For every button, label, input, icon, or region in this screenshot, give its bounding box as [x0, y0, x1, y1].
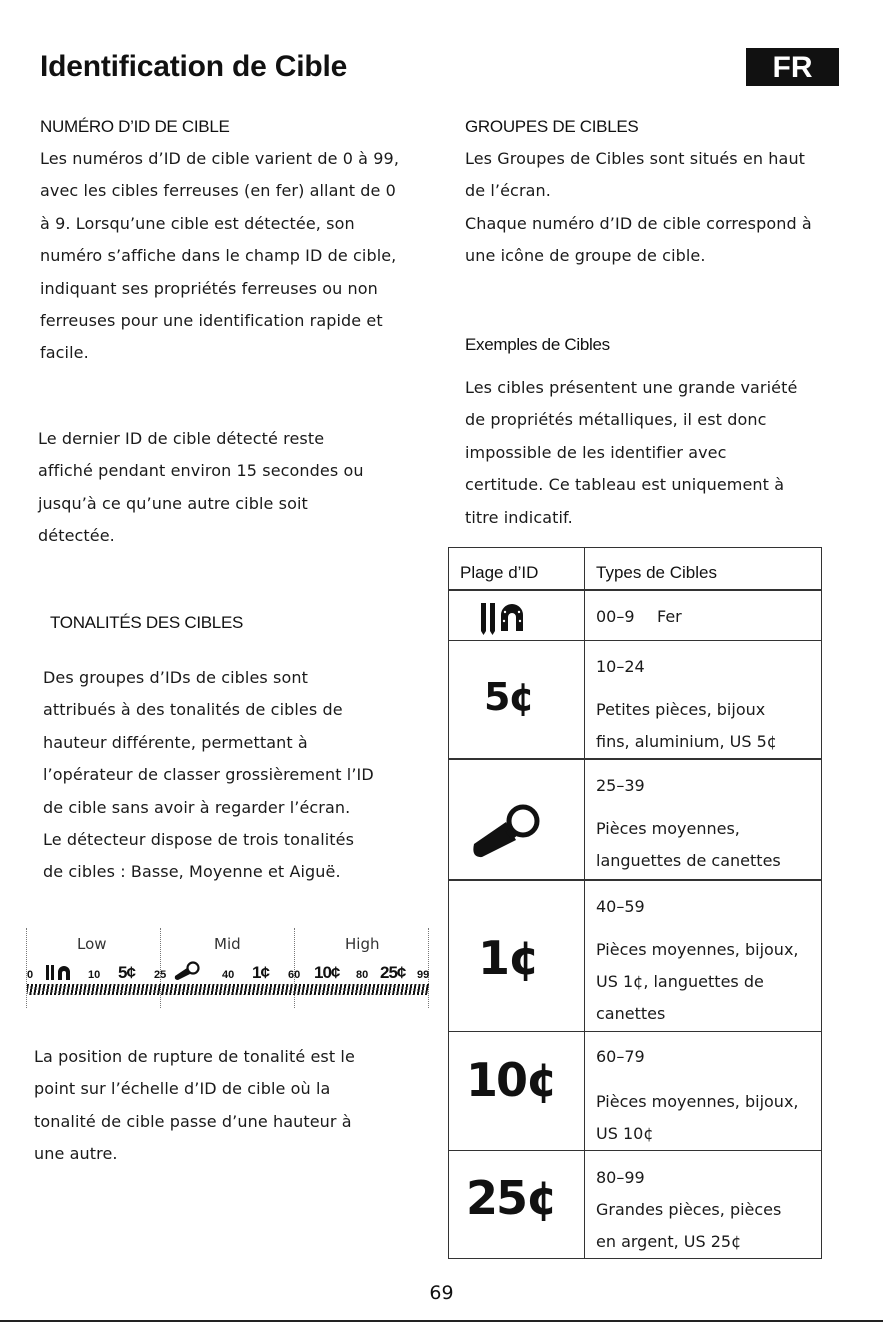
- table-row-divider: [448, 758, 822, 760]
- row-types: Fer: [657, 607, 682, 626]
- target-examples-heading: Exemples de Cibles: [465, 335, 610, 354]
- target-tones-heading: TONALITÉS DES CIBLES: [50, 613, 244, 632]
- table-row-divider: [448, 640, 822, 641]
- coin-1c: 1¢: [478, 931, 539, 985]
- row-range: 00–9: [596, 607, 635, 626]
- scale-coin-1c: 1¢: [252, 963, 269, 982]
- table-row-divider: [448, 879, 822, 881]
- iron-icon: [45, 964, 75, 981]
- scale-label-low: Low: [77, 935, 107, 953]
- scale-divider: [160, 928, 161, 1008]
- row-range: 40–59: [596, 897, 645, 916]
- target-id-number-heading: NUMÉRO D’ID DE CIBLE: [40, 117, 230, 136]
- scale-number: 40: [222, 969, 235, 981]
- row-types: Pièces moyennes, languettes de canettes: [596, 819, 781, 870]
- row-types: Pièces moyennes, bijoux, US 1¢, languettes de canettes: [596, 940, 799, 1023]
- scale-number: 0: [27, 969, 34, 981]
- coin-10c: 10¢: [466, 1053, 557, 1107]
- table-header-divider: [448, 589, 822, 591]
- scale-coin-5c: 5¢: [118, 963, 135, 982]
- scale-number: 99: [417, 969, 430, 981]
- scale-divider: [428, 928, 429, 1008]
- tone-scale: [26, 928, 430, 1008]
- target-examples-table: [448, 547, 822, 1259]
- target-tones-text: Des groupes d’IDs de cibles sont attribués à des tonalités de cibles de hauteur différente, permettant à l’opérateur de classer grossièrement l’ID de cible sans avoir à regarder l’écran. Le détecteur dispose de trois tonalités de cibles : Basse, Moyenne et Aiguë.: [43, 668, 374, 882]
- page-number: 69: [429, 1282, 454, 1304]
- row-range: 60–79: [596, 1047, 645, 1066]
- scale-divider: [294, 928, 295, 1008]
- pull-tab-icon: [173, 960, 203, 982]
- scale-label-high: High: [345, 935, 380, 953]
- row-range: 10–24: [596, 657, 645, 676]
- tone-break-text: La position de rupture de tonalité est le point sur l’échelle d’ID de cible où la tonalité de cible passe d’une hauteur à une autre.: [34, 1047, 355, 1164]
- footer-divider: [0, 1320, 883, 1322]
- row-range: 25–39: [596, 776, 645, 795]
- row-types: Grandes pièces, pièces en argent, US 25¢: [596, 1200, 782, 1251]
- coin-5c: 5¢: [484, 675, 533, 719]
- coin-25c: 25¢: [466, 1171, 557, 1225]
- row-types: Petites pièces, bijoux fins, aluminium, US 5¢: [596, 700, 777, 751]
- table-header-id-range: Plage d’ID: [460, 563, 539, 582]
- scale-coin-25c: 25¢: [380, 963, 406, 982]
- iron-icon: [480, 601, 536, 635]
- pull-tab-icon: [470, 800, 546, 860]
- scale-coin-10c: 10¢: [314, 963, 340, 982]
- scale-divider: [26, 928, 27, 1008]
- scale-number: 60: [288, 969, 301, 981]
- target-groups-text: Les Groupes de Cibles sont situés en haut de l’écran. Chaque numéro d’ID de cible correspond à une icône de groupe de cible.: [465, 149, 812, 266]
- last-id-text: Le dernier ID de cible détecté reste affiché pendant environ 15 secondes ou jusqu’à ce qu’une autre cible soit détectée.: [38, 429, 364, 546]
- table-header-target-types: Types de Cibles: [596, 563, 717, 582]
- page-title: Identification de Cible: [40, 50, 348, 83]
- row-range: 80–99: [596, 1168, 645, 1187]
- target-id-number-text: Les numéros d’ID de cible varient de 0 à 99, avec les cibles ferreuses (en fer) allant de 0 à 9. Lorsqu’une cible est détectée, son numéro s’affiche dans le champ ID de cible, indiquant ses propriétés ferreuses ou non ferreuses pour une identification rapide et facile.: [40, 149, 400, 363]
- target-examples-text: Les cibles présentent une grande variété de propriétés métalliques, il est donc impossible de les identifier avec certitude. Ce tableau est uniquement à titre indicatif.: [465, 378, 798, 527]
- row-types: Pièces moyennes, bijoux, US 10¢: [596, 1092, 799, 1143]
- scale-number: 10: [88, 969, 101, 981]
- scale-label-mid: Mid: [214, 935, 241, 953]
- table-row-divider: [448, 1031, 822, 1032]
- target-groups-heading: GROUPES DE CIBLES: [465, 117, 639, 136]
- scale-number: 80: [356, 969, 369, 981]
- table-column-divider: [584, 547, 585, 1259]
- table-row-divider: [448, 1150, 822, 1151]
- scale-number: 25: [154, 969, 167, 981]
- scale-tick-ruler: [27, 984, 429, 995]
- language-badge: FR: [746, 48, 839, 86]
